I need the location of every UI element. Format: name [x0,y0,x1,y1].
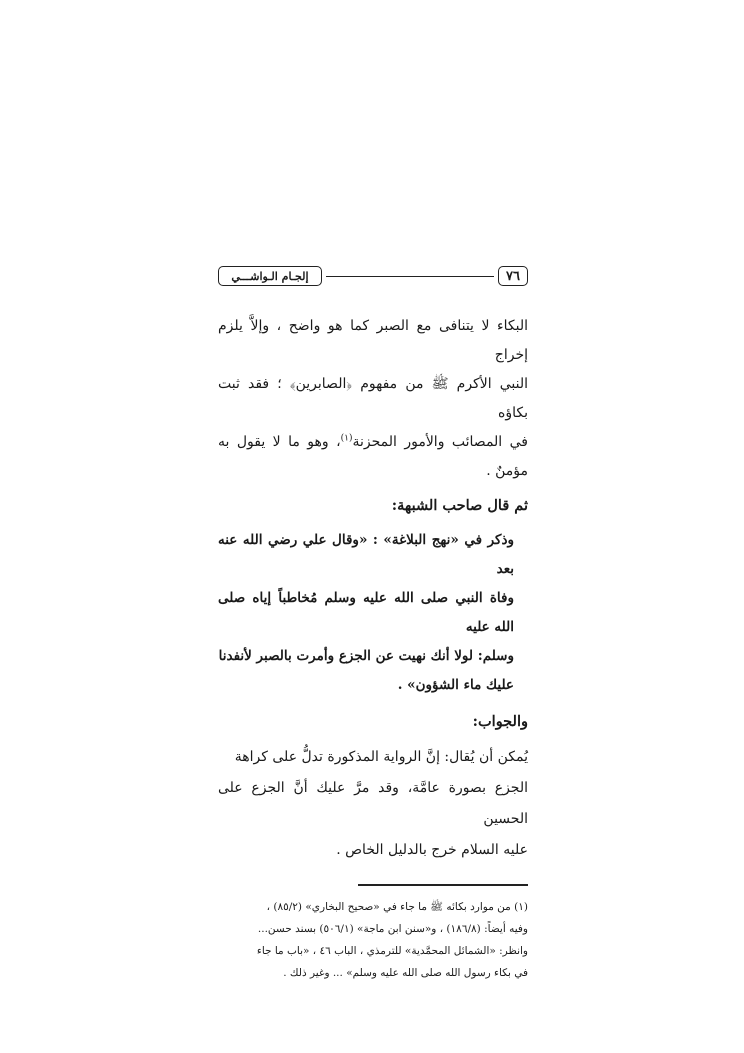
page-number: ٧٦ [498,266,528,286]
paragraph-1 [218,312,528,486]
footnote-line-1: (١) من موارد بكائه ﷺ ما جاء في «صحيح البخاري» (٨٥/٢) ، [266,901,528,913]
header-rule [326,276,494,277]
paragraph-2-line-2: الجزع بصورة عامَّة، وقد مرَّ عليك أنَّ الجزع على الحسين [218,780,528,827]
footnote-separator [358,884,528,886]
paragraph-1-line-3 [218,428,528,486]
book-page [218,264,528,984]
quote-line-3: وسلم: لولا أنك نهيت عن الجزع وأمرت بالصبر لأنفدنا [218,648,514,664]
quote-line-4: عليك ماء الشؤون» . [397,677,514,693]
section-heading-objection: ثم قال صاحب الشبهة: [391,497,528,514]
paragraph-2 [218,742,528,866]
quote-line-1: وذكر في «نهج البلاغة» : «وقال علي رضي الله عنه بعد [218,532,514,577]
paragraph-1-line-3-before: في المصائب والأمور المحزنة [352,434,528,450]
footnote-line-3: وانظر: «الشمائل المحمَّدية» للترمذي ، الباب ٤٦ ، «باب ما جاء [256,945,528,957]
quote-line-2: وفاة النبي صلى الله عليه وسلم مُخاطباً إياه صلى الله عليه [218,590,514,635]
paragraph-2-line-3: عليه السلام خرج بالدليل الخاص . [336,842,528,858]
running-title: إلجـام الـواشـــي [218,266,322,286]
footnote-block [218,896,528,984]
footnote-line-2: وفيه أيضاً: (١٨٦/٨) ، و«سنن ابن ماجة» (٥٠٦/١) بسند حسن... [257,923,528,935]
footnote-ref[interactable]: (١) [340,433,353,444]
quoted-objection [218,526,514,700]
page-header [218,264,528,290]
footnote-line-4: في بكاء رسول الله صلى الله عليه وسلم» ... وغير ذلك . [283,967,528,979]
paragraph-1-line-3-after: ، وهو ما لا يقول به مؤمنٌ . [218,434,528,479]
paragraph-1-line-1: البكاء لا يتنافى مع الصبر كما هو واضح ، وإلاَّ يلزم إخراج [218,318,528,363]
section-heading-answer: والجواب: [472,713,528,730]
paragraph-1-line-2: النبي الأكرم ﷺ من مفهوم ﴿الصابرين﴾ ؛ فقد ثبت بكاؤه [218,376,528,421]
paragraph-2-line-1: يُمكن أن يُقال: إنَّ الرواية المذكورة تدلُّ على كراهة [234,749,528,765]
